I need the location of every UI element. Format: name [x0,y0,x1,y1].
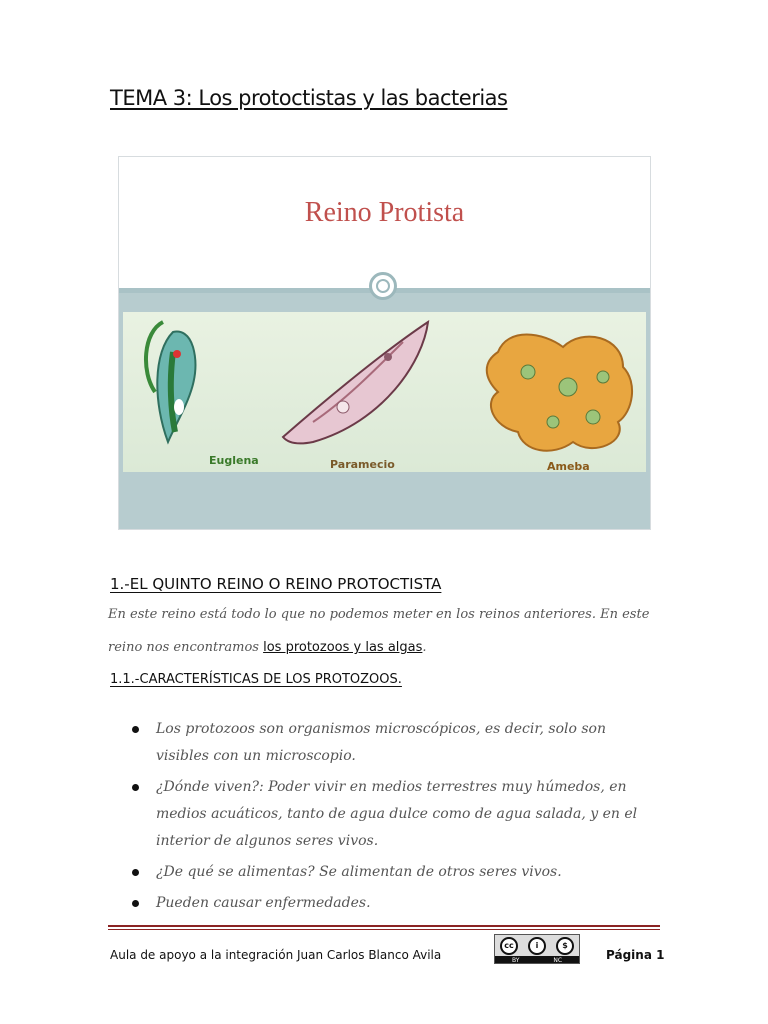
paragraph-highlight: los protozoos y las algas [263,640,423,655]
noncommercial-icon: $ [556,937,574,955]
slide-ring-icon [369,272,397,300]
document-title: TEMA 3: Los protoctistas y las bacterias [110,86,508,110]
attribution-icon: i [528,937,546,955]
cc-icon: cc [500,937,518,955]
list-item: ¿Dónde viven?: Poder vivir en medios terrestres muy húmedos, en medios acuáticos, tanto de agua dulce como de agua salada, y en el interior de algunos seres vivos. [130,774,662,855]
section-paragraph [108,598,663,664]
list-item: Los protozoos son organismos microscópicos, es decir, solo son visibles con un microscopio. [130,716,662,770]
cc-license-badge [494,934,580,964]
subsection-heading-protozoos: 1.1.-CARACTERÍSTICAS DE LOS PROTOZOOS. [110,672,402,687]
slide-title-area [119,157,650,288]
euglena-illustration [146,322,196,442]
paramecium-illustration [283,322,428,443]
euglena-label: Euglena [209,454,259,467]
footer-divider [108,925,660,927]
amoeba-label: Ameba [547,460,590,473]
section-heading-quinto-reino: 1.-EL QUINTO REINO O REINO PROTOCTISTA [110,575,442,593]
slide-title: Reino Protista [304,196,465,228]
paramecium-label: Paramecio [330,458,395,471]
page-number: Página 1 [606,948,665,962]
slide-footer-band [119,479,650,529]
protist-illustration [123,312,646,472]
amoeba-illustration [487,335,632,451]
list-item: Pueden causar enfermedades. [130,890,662,917]
characteristics-list [130,716,662,921]
cc-by-label: BY [511,957,520,964]
footer-author: Aula de apoyo a la integración Juan Carlos Blanco Avila [110,948,442,962]
paragraph-end: . [422,640,427,655]
list-item: ¿De qué se alimentas? Se alimentan de otros seres vivos. [130,859,662,886]
paragraph-text: En este reino está todo lo que no podemos meter en los reinos anteriores. En este reino nos encontramos [108,607,650,655]
slide-image [118,156,651,530]
footer-divider-thin [108,929,660,930]
cc-nc-label: NC [553,957,563,964]
